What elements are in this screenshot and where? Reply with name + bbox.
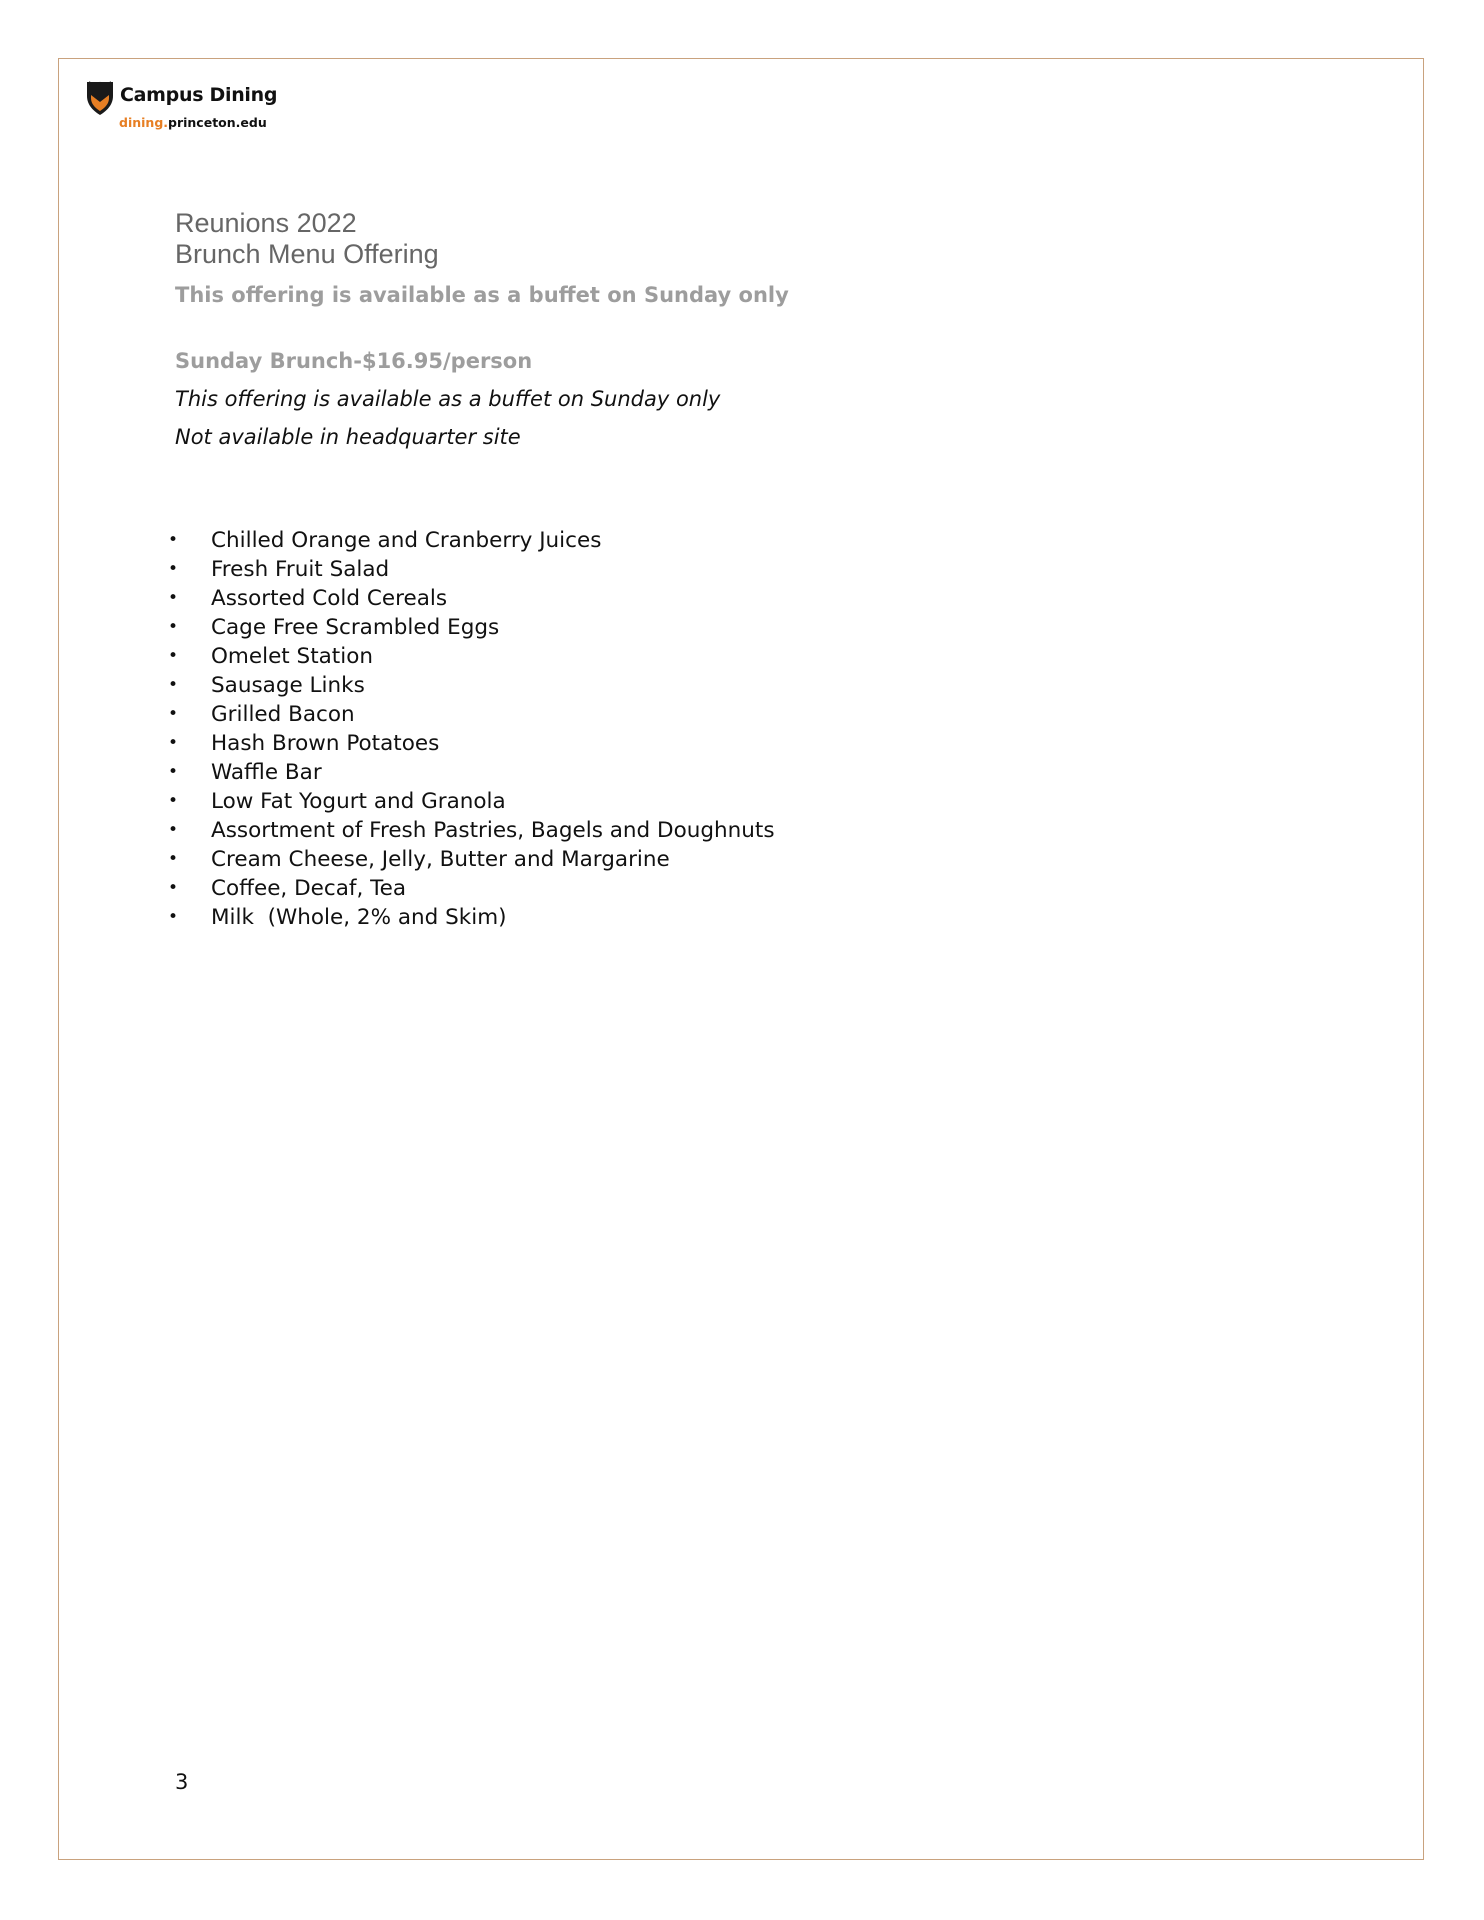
menu-item-text: Omelet Station <box>211 644 373 669</box>
bullet-icon: • <box>168 733 179 753</box>
bullet-icon: • <box>168 907 179 927</box>
bullet-icon: • <box>168 559 179 579</box>
bullet-icon: • <box>168 675 179 695</box>
bullet-icon: • <box>168 530 179 550</box>
bullet-icon: • <box>168 646 179 666</box>
page-number: 3 <box>175 1770 189 1794</box>
bullet-icon: • <box>168 878 179 898</box>
heading-event: Reunions 2022 <box>175 208 357 238</box>
page-border <box>58 58 1424 1860</box>
menu-item-text: Waffle Bar <box>211 760 322 785</box>
menu-item-text: Coffee, Decaf, Tea <box>211 876 407 901</box>
princeton-shield-icon <box>85 80 115 116</box>
document-heading <box>175 208 439 270</box>
bullet-icon: • <box>168 588 179 608</box>
bullet-icon: • <box>168 849 179 869</box>
menu-item-text: Low Fat Yogurt and Granola <box>211 789 506 814</box>
menu-item-text: Cage Free Scrambled Eggs <box>211 615 500 640</box>
italic-availability-note: This offering is available as a buffet on Sunday only <box>175 387 721 411</box>
italic-location-note: Not available in headquarter site <box>175 425 521 449</box>
menu-item-text: Milk (Whole, 2% and Skim) <box>211 905 507 930</box>
logo-url-accent: dining. <box>119 115 169 130</box>
menu-item-text: Cream Cheese, Jelly, Butter and Margarine <box>211 847 670 872</box>
menu-item-text: Assortment of Fresh Pastries, Bagels and Doughnuts <box>211 818 775 843</box>
bullet-icon: • <box>168 791 179 811</box>
logo-url-domain: princeton.edu <box>168 115 267 130</box>
bullet-icon: • <box>168 762 179 782</box>
bullet-icon: • <box>168 820 179 840</box>
heading-title: Brunch Menu Offering <box>175 239 439 269</box>
menu-item-text: Fresh Fruit Salad <box>211 557 390 582</box>
menu-item-text: Assorted Cold Cereals <box>211 586 448 611</box>
bullet-icon: • <box>168 617 179 637</box>
availability-note: This offering is available as a buffet on Sunday only <box>175 283 789 307</box>
menu-item-text: Sausage Links <box>211 673 365 698</box>
logo-title: Campus Dining <box>120 84 278 106</box>
menu-item-text: Grilled Bacon <box>211 702 355 727</box>
price-line: Sunday Brunch-$16.95/person <box>175 349 533 373</box>
logo-url <box>119 115 267 130</box>
campus-dining-logo <box>85 80 325 136</box>
menu-item-text: Hash Brown Potatoes <box>211 731 440 756</box>
bullet-icon: • <box>168 704 179 724</box>
menu-item-text: Chilled Orange and Cranberry Juices <box>211 528 602 553</box>
